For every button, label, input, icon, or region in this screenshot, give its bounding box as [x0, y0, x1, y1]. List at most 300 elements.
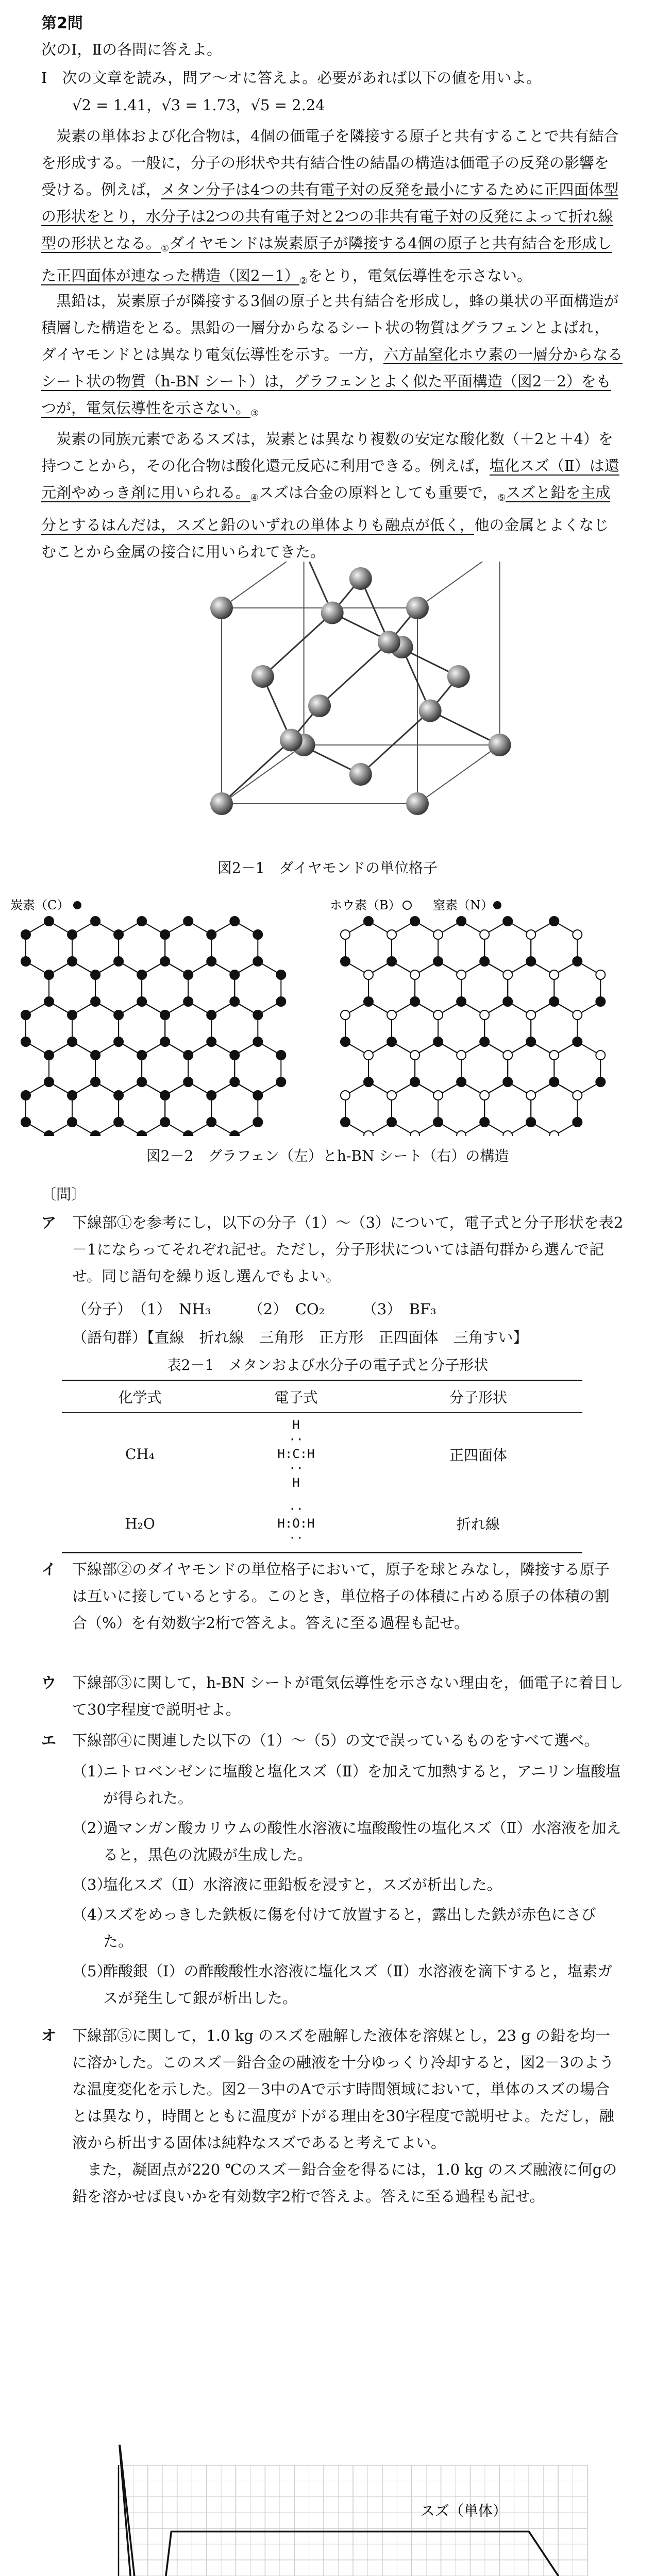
table-row — [62, 1413, 582, 1496]
nitrogen-atom — [596, 997, 605, 1006]
sphere-icon — [210, 792, 233, 815]
carbon-atom — [183, 1131, 193, 1136]
carbon-atom — [276, 970, 285, 979]
p1-text-a: 炭素の単体および化合物は，4個の価電子を隣接する原子と共有することで共有結合を形成する。一般に，分子の形状や共有結合性の結晶の構造は価電子の反発の影響を受ける。例えば， — [41, 127, 619, 198]
nitrogen-atom — [387, 957, 396, 966]
legend-boron: ホウ素（B） — [330, 898, 401, 912]
statement-text: 酢酸銀（Ⅰ）の酢酸酸性水溶液に塩化スズ（Ⅱ）水溶液を滴下すると，塩素ガスが発生して銀が析出した。 — [103, 1962, 613, 2007]
nitrogen-atom — [410, 997, 419, 1006]
nitrogen-atom — [457, 917, 466, 926]
underline-2: ダイヤモンドは炭素原子が隣接する4個の原子と共有結合を形成した正四面体が連なった構造（図2－1） — [41, 234, 612, 284]
boron-atom — [387, 1010, 396, 1020]
carbon-atom — [68, 1010, 77, 1020]
question-a-text: 下線部①を参考にし，以下の分子（1）～（3）について，電子式と分子形状を表2－1にならってそれぞれ記せ。ただし，分子形状については語句群から選んで記せ。同じ語句を繰り返し選んでもよい。 — [72, 1214, 624, 1285]
underline-3: 六方晶窒化ホウ素の一層分からなるシート状の物質（h-BN シート）は，グラフェンとよく似た平面構造（図2－2）をもつが，電気伝導性を示さない。 — [41, 346, 623, 417]
carbon-atom — [114, 1117, 123, 1127]
question-o-text-2: また，凝固点が220 ℃のスズ－鉛合金を得るには，1.0 kg のスズ融液に何gの鉛を溶かせば良いかを有効数字2桁で答えよ。答えに至る過程も記せ。 — [72, 2161, 617, 2205]
question-e — [41, 1727, 624, 1754]
question-a-label: ア — [41, 1214, 57, 1231]
statement-number: （5） — [72, 1962, 112, 1980]
sphere-icon — [406, 597, 429, 619]
boron-atom — [573, 1010, 582, 1020]
hexagon-ring — [95, 1042, 142, 1095]
carbon-atom — [160, 930, 170, 939]
boron-atom — [549, 970, 559, 979]
carbon-atom — [230, 1077, 239, 1087]
p3-text-c: 他の金属とよくなじむことから金属の接合に用いられてきた。 — [41, 516, 609, 561]
sphere-icon — [419, 700, 442, 722]
hexagon-ring — [49, 961, 95, 1015]
graphene-lattice — [21, 917, 285, 1136]
chart-grid — [119, 2465, 587, 2576]
carbon-atom — [114, 1010, 123, 1020]
question-i-label: イ — [41, 1561, 57, 1578]
question-u-text: 下線部③に関して，h-BN シートが電気伝導性を示さない理由を，価電子に着目して30字程度で説明せよ。 — [72, 1674, 624, 1718]
carbon-atom — [91, 1077, 100, 1087]
carbon-atom — [230, 1050, 239, 1060]
boron-atom — [364, 1131, 373, 1136]
carbon-atom — [21, 1010, 30, 1020]
carbon-atom — [253, 1091, 262, 1100]
carbon-atom — [253, 930, 262, 939]
diamond-atoms — [210, 562, 511, 815]
sphere-icon — [489, 734, 511, 756]
lewis-dots-bottom: ·· — [289, 1530, 304, 1545]
hexagon-ring — [72, 1002, 119, 1055]
carbon-atom — [253, 1010, 262, 1020]
question-i-text: 下線部②のダイヤモンドの単位格子において，原子を球とみなし，隣接する原子は互いに接しているとする。このとき，単位格子の体積に占める原子の体積の割合（%）を有効数字2桁で答えよ。答えに至る過程も記せ。 — [72, 1561, 610, 1632]
cell-edge — [222, 745, 304, 804]
question-e-label: エ — [41, 1732, 57, 1749]
bond — [263, 613, 332, 677]
question-o — [41, 2022, 624, 2210]
carbon-atom — [44, 970, 54, 979]
carbon-atom — [44, 1050, 54, 1060]
carbon-atom — [230, 1131, 239, 1136]
carbon-atom — [21, 1117, 30, 1127]
carbon-atom — [207, 1091, 216, 1100]
cell-edge — [222, 562, 304, 608]
carbon-atom — [137, 997, 146, 1006]
sphere-icon — [349, 763, 372, 786]
carbon-atom — [183, 1050, 193, 1060]
nitrogen-atom — [480, 1117, 489, 1127]
boron-atom — [410, 1050, 419, 1060]
bond — [222, 740, 291, 804]
nitrogen-atom — [573, 1117, 582, 1127]
boron-atom — [573, 930, 582, 939]
hexagon-ring — [531, 1082, 577, 1136]
question-i — [41, 1556, 624, 1636]
legend-nitrogen: 窒素（N） — [433, 898, 493, 912]
question-a — [41, 1209, 624, 1290]
statement-item — [72, 1901, 624, 1955]
carbon-atom — [160, 957, 170, 966]
hexagon-ring — [392, 1082, 438, 1136]
lewis-structure-ch4 — [277, 1418, 314, 1490]
table-cell-shape: 正四面体 — [449, 1446, 507, 1464]
nitrogen-atom — [410, 917, 419, 926]
sphere-icon — [210, 597, 233, 619]
hexagon-ring — [72, 1082, 119, 1136]
carbon-atom — [114, 930, 123, 939]
nitrogen-atom — [341, 957, 350, 966]
carbon-atom — [207, 1037, 216, 1046]
table-header-lewis: 電子式 — [274, 1389, 318, 1406]
hexagon-ring — [508, 961, 554, 1015]
boron-atom — [457, 1131, 466, 1136]
hexagon-ring — [415, 1042, 461, 1095]
hexagon-ring — [26, 921, 72, 975]
nitrogen-atom — [503, 1077, 512, 1087]
carbon-atom — [207, 1117, 216, 1127]
hexagon-ring — [345, 1002, 392, 1055]
hexagon-ring — [95, 961, 142, 1015]
statement-item — [72, 1815, 624, 1868]
table-cell-formula: CH₄ — [125, 1446, 155, 1463]
table-cell-shape: 折れ線 — [456, 1516, 500, 1533]
carbon-atom — [160, 1037, 170, 1046]
hexagon-ring — [484, 1002, 531, 1055]
legend-nitrogen-dot — [493, 901, 501, 909]
chart-labels — [41, 2445, 541, 2576]
boron-atom — [410, 970, 419, 979]
boron-atom — [480, 1091, 489, 1100]
carbon-atom — [68, 957, 77, 966]
hexagon-ring — [165, 1082, 211, 1136]
p3-text-b: スズは合金の原料としても重要で， — [258, 484, 498, 501]
statement-text: 過マンガン酸カリウムの酸性水溶液に塩酸酸性の塩化スズ（Ⅱ）水溶液を加えると，黒色の沈殿が生成した。 — [103, 1819, 622, 1863]
table-cell-lewis — [218, 1413, 374, 1496]
lewis-dots-bottom: ·· — [289, 1461, 304, 1476]
carbon-atom — [137, 1050, 146, 1060]
table-cell-formula: H₂O — [125, 1515, 155, 1532]
hexagon-ring — [345, 1082, 392, 1136]
sphere-icon — [251, 665, 274, 688]
boron-atom — [503, 970, 512, 979]
boron-atom — [526, 1010, 535, 1020]
hexagon-ring — [119, 1082, 165, 1136]
boron-atom — [596, 1050, 605, 1060]
figure-2-2-caption: 図2－2 グラフェン（左）とh-BN シート（右）の構造 — [146, 1147, 509, 1164]
nitrogen-atom — [526, 957, 535, 966]
carbon-atom — [207, 1010, 216, 1020]
boron-atom — [433, 930, 443, 939]
carbon-atom — [91, 997, 100, 1006]
carbon-atom — [137, 1077, 146, 1087]
carbon-atom — [137, 917, 146, 926]
carbon-atom — [253, 1037, 262, 1046]
nitrogen-atom — [341, 1037, 350, 1046]
carbon-atom — [21, 1091, 30, 1100]
hexagon-ring — [484, 1082, 531, 1136]
carbon-atom — [160, 1010, 170, 1020]
statement-number: （4） — [72, 1906, 112, 1923]
carbon-atom — [68, 930, 77, 939]
legend-boron-dot — [403, 901, 411, 909]
table-header-row — [62, 1381, 582, 1413]
graphene-hbn-figure — [0, 894, 655, 1136]
hexagon-ring — [554, 961, 600, 1015]
table-row — [62, 1496, 582, 1552]
question-e-text: 下線部④に関連した以下の（1）～（5）の文で誤っているものをすべて選べ。 — [72, 1732, 599, 1749]
carbon-atom — [91, 970, 100, 979]
boron-atom — [457, 970, 466, 979]
boron-atom — [526, 930, 535, 939]
hexagon-ring — [119, 921, 165, 975]
boron-atom — [341, 1010, 350, 1020]
hexagon-ring — [461, 961, 508, 1015]
hexagon-ring — [211, 1002, 258, 1055]
hexagon-ring — [392, 921, 438, 975]
hexagon-ring — [345, 921, 392, 975]
boron-atom — [410, 1131, 419, 1136]
lewis-middle: H:O:H — [277, 1516, 315, 1531]
hexagon-ring — [554, 1042, 600, 1095]
nitrogen-atom — [549, 1077, 559, 1087]
hexagon-ring — [188, 1042, 234, 1095]
hexagon-ring — [188, 961, 234, 1015]
hexagon-ring — [165, 921, 211, 975]
carbon-atom — [230, 970, 239, 979]
diamond-unit-cell-figure — [0, 562, 655, 850]
boron-atom — [341, 930, 350, 939]
boron-atom — [503, 1131, 512, 1136]
table-header-formula: 化学式 — [118, 1389, 162, 1406]
boron-atom — [341, 1091, 350, 1100]
section-title: 第2問 — [41, 14, 83, 32]
hexagon-ring — [211, 921, 258, 975]
nitrogen-atom — [526, 1117, 535, 1127]
boron-atom — [364, 970, 373, 979]
hexagon-ring — [142, 1042, 188, 1095]
sphere-icon — [280, 729, 303, 752]
carbon-atom — [207, 930, 216, 939]
boron-atom — [387, 1091, 396, 1100]
nitrogen-atom — [410, 1077, 419, 1087]
word-group: （語句群）【直線 折れ線 三角形 正方形 正四面体 三角すい】 — [72, 1329, 528, 1346]
hexagon-ring — [26, 1002, 72, 1055]
nitrogen-atom — [526, 1037, 535, 1046]
nitrogen-atom — [573, 957, 582, 966]
nitrogen-atom — [433, 957, 443, 966]
nitrogen-atom — [503, 997, 512, 1006]
nitrogen-atom — [549, 917, 559, 926]
questions-heading: 〔問〕 — [41, 1185, 87, 1203]
boron-atom — [387, 930, 396, 939]
nitrogen-atom — [596, 1077, 605, 1087]
carbon-atom — [21, 957, 30, 966]
bond — [361, 711, 430, 775]
nitrogen-atom — [433, 1117, 443, 1127]
carbon-atom — [21, 1037, 30, 1046]
carbon-atom — [276, 997, 285, 1006]
hexagon-ring — [165, 1002, 211, 1055]
boron-atom — [480, 1010, 489, 1020]
table-2-1-caption: 表2－1 メタンおよび水分子の電子式と分子形状 — [166, 1357, 489, 1374]
mark-3: ③ — [250, 408, 259, 419]
sphere-icon — [378, 631, 400, 654]
hexagon-ring — [415, 961, 461, 1015]
nitrogen-atom — [364, 1077, 373, 1087]
lewis-dots-top: ·· — [289, 1501, 304, 1516]
mark-4: ④ — [250, 493, 259, 503]
carbon-atom — [276, 1050, 285, 1060]
statement-text: 塩化スズ（Ⅱ）水溶液に亜鉛板を浸すと，スズが析出した。 — [103, 1876, 502, 1893]
boron-atom — [526, 1091, 535, 1100]
hexagon-ring — [438, 921, 484, 975]
hexagon-ring — [368, 961, 415, 1015]
cell-edge — [417, 745, 500, 804]
carbon-atom — [253, 957, 262, 966]
p2-text-a: 黒鉛は，炭素原子が隣接する3個の原子と共有結合を形成し，蜂の巣状の平面構造が積層した構造をとる。黒鉛の一層分からなるシート状の物質はグラフェンとよばれ，ダイヤモンドとは異なり電気伝導性を示す。一方， — [41, 292, 619, 363]
nitrogen-atom — [457, 1077, 466, 1087]
statement-number: （2） — [72, 1819, 112, 1837]
lewis-structure-h2o — [277, 1502, 314, 1545]
carbon-atom — [253, 1117, 262, 1127]
statement-item — [72, 1758, 624, 1811]
carbon-atom — [68, 1091, 77, 1100]
cell-edge — [417, 562, 500, 608]
carbon-atom — [21, 930, 30, 939]
hexagon-ring — [392, 1002, 438, 1055]
hexagon-ring — [26, 1082, 72, 1136]
table-cell-lewis — [218, 1496, 374, 1552]
boron-atom — [503, 1050, 512, 1060]
constants: √2 = 1.41，√3 = 1.73，√5 = 2.24 — [72, 96, 325, 114]
carbon-atom — [160, 1117, 170, 1127]
statement-item — [72, 1871, 624, 1898]
boron-atom — [480, 930, 489, 939]
question-u — [41, 1669, 624, 1723]
statement-item — [72, 1958, 624, 2011]
carbon-atom — [230, 997, 239, 1006]
statement-text: スズをめっきした鉄板に傷を付けて放置すると，露出した鉄が赤色にさびた。 — [103, 1906, 596, 1950]
sphere-icon — [321, 602, 344, 624]
underline-5: スズと鉛を主成分とするはんだは，スズと鉛のいずれの単体よりも融点が低く， — [41, 484, 611, 534]
nitrogen-atom — [480, 957, 489, 966]
mark-5: ⑤ — [497, 493, 506, 503]
nitrogen-atom — [341, 1117, 350, 1127]
carbon-atom — [183, 1077, 193, 1087]
sphere-icon — [406, 792, 429, 815]
sphere-icon — [447, 665, 470, 688]
lewis-dots-top: ·· — [289, 1432, 304, 1447]
lewis-top: H — [292, 1418, 300, 1432]
question-o-label: オ — [41, 2027, 57, 2044]
nitrogen-atom — [364, 997, 373, 1006]
carbon-atom — [137, 970, 146, 979]
hexagon-ring — [438, 1082, 484, 1136]
underline-4: 塩化スズ（Ⅱ）は還元剤やめっき剤に用いられる。 — [41, 457, 619, 501]
hexagon-ring — [531, 1002, 577, 1055]
hexagon-ring — [234, 961, 281, 1015]
statement-number: （3） — [72, 1876, 112, 1893]
table-header-shape: 分子形状 — [449, 1389, 507, 1406]
statement-number: （1） — [72, 1762, 112, 1780]
hexagon-ring — [119, 1002, 165, 1055]
part1-lead: Ⅰ 次の文章を読み，問ア～オに答えよ。必要があれば以下の値を用いよ。 — [41, 69, 542, 87]
p3-text-a: 炭素の同族元素であるスズは，炭素とは異なり複数の安定な酸化数（＋2と＋4）を持つことから，その化合物は酸化還元反応に利用できる。例えば， — [41, 430, 613, 474]
legend-carbon: 炭素（C） — [10, 898, 70, 912]
hexagon-ring — [508, 1042, 554, 1095]
chart-series — [119, 2445, 576, 2576]
carbon-atom — [183, 917, 193, 926]
hexagon-ring — [49, 1042, 95, 1095]
carbon-atom — [44, 1131, 54, 1136]
intro-text: 次のⅠ，Ⅱの各問に答えよ。 — [41, 41, 222, 58]
paragraph-1 — [41, 123, 624, 295]
hexagon-ring — [211, 1082, 258, 1136]
nitrogen-atom — [387, 1037, 396, 1046]
cooling-curve-chart — [0, 2445, 655, 2576]
sphere-icon — [308, 694, 331, 717]
boron-atom — [549, 1050, 559, 1060]
nitrogen-atom — [549, 997, 559, 1006]
hexagon-ring — [531, 921, 577, 975]
mark-1: ① — [161, 243, 170, 254]
carbon-atom — [230, 917, 239, 926]
nitrogen-atom — [433, 1037, 443, 1046]
hexagon-ring — [484, 921, 531, 975]
hexagon-ring — [368, 1042, 415, 1095]
statement-text: ニトロベンゼンに塩酸と塩化スズ（Ⅱ）を加えて加熱すると，アニリン塩酸塩が得られた。 — [103, 1762, 621, 1807]
carbon-atom — [114, 1091, 123, 1100]
bond — [430, 711, 500, 745]
lewis-middle: H:C:H — [277, 1447, 315, 1461]
paragraph-2 — [41, 287, 624, 427]
boron-atom — [433, 1010, 443, 1020]
carbon-atom — [114, 957, 123, 966]
molecule-list: （分子） （1） NH₃ （2） CO₂ （3） BF₃ — [72, 1300, 436, 1318]
carbon-atom — [207, 957, 216, 966]
mark-2: ② — [299, 276, 308, 286]
bond — [320, 642, 389, 706]
carbon-atom — [137, 1131, 146, 1136]
boron-atom — [573, 1091, 582, 1100]
boron-atom — [549, 1131, 559, 1136]
carbon-atom — [91, 1131, 100, 1136]
boron-atom — [596, 970, 605, 979]
carbon-atom — [44, 997, 54, 1006]
boron-atom — [457, 1050, 466, 1060]
carbon-atom — [68, 1037, 77, 1046]
carbon-atom — [276, 1077, 285, 1087]
hexagon-ring — [72, 921, 119, 975]
carbon-atom — [183, 997, 193, 1006]
nitrogen-atom — [480, 1037, 489, 1046]
hexagon-ring — [438, 1002, 484, 1055]
boron-atom — [364, 1050, 373, 1060]
carbon-atom — [91, 917, 100, 926]
hbn-lattice — [341, 917, 605, 1136]
hexagon-ring — [234, 1042, 281, 1095]
carbon-atom — [44, 1077, 54, 1087]
nitrogen-atom — [387, 1117, 396, 1127]
question-u-label: ウ — [41, 1674, 57, 1691]
hexagon-ring — [461, 1042, 508, 1095]
paragraph-3 — [41, 426, 624, 565]
question-o-text-1: 下線部⑤に関して，1.0 kg のスズを融解した液体を溶媒とし，23 g の鉛を均一に溶かした。このスズ－鉛合金の融液を十分ゆっくり冷却すると，図2－3のような温度変化を示した。図2－3中のAで示す時間領域において，単体のスズの場合とは異なり，時間とともに温度が下がる理由を30字程度で説明せよ。ただし，融液から析出する固体は純粋なスズであると考えてよい。 — [72, 2027, 614, 2151]
p1-text-b: をとり，電気伝導性を示さない。 — [308, 267, 532, 284]
underline-1: メタン分子は4つの共有電子対の反発を最小にするために正四面体型の形状をとり，水分子は2つの共有電子対と2つの非共有電子対の反発によって折れ線型の形状となる。 — [41, 181, 619, 252]
hexagon-ring — [142, 961, 188, 1015]
boron-atom — [433, 1091, 443, 1100]
carbon-atom — [183, 970, 193, 979]
table-2-1 — [62, 1380, 582, 1553]
carbon-atom — [114, 1037, 123, 1046]
nitrogen-atom — [573, 1037, 582, 1046]
